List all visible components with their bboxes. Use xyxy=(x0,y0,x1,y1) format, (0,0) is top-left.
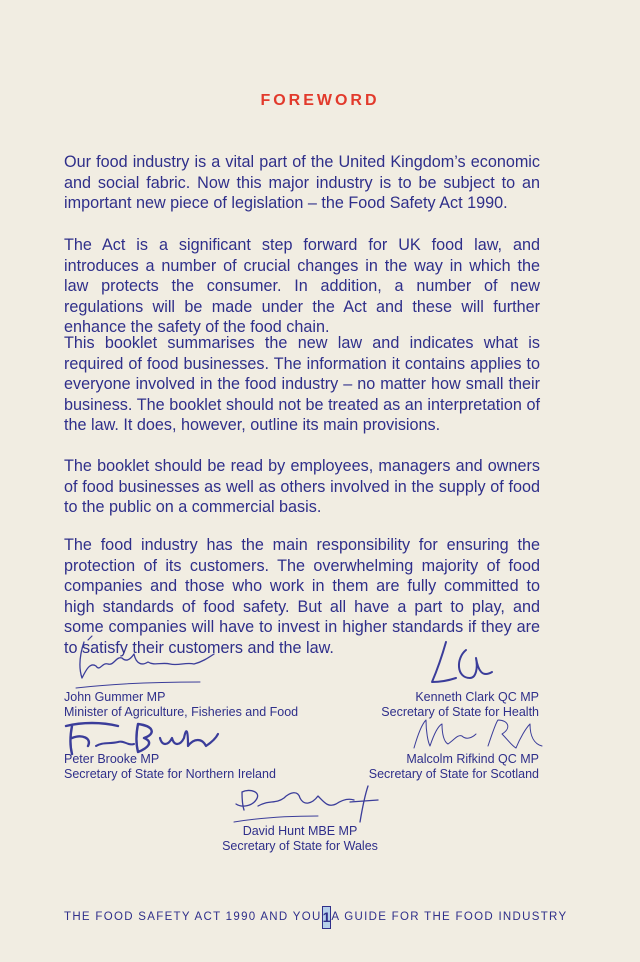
signatory-name: David Hunt MBE MP xyxy=(242,824,358,838)
paragraph-1: Our food industry is a vital part of the United Kingdom’s economic and social fabric. Now this major industry is to be subject to an important new piece of legislation – the Food Safety Act 1990. xyxy=(64,153,540,213)
signatory-role: Secretary of State for Wales xyxy=(222,839,378,853)
signatory-name: Peter Brooke MP xyxy=(64,752,160,766)
signatory-name: Kenneth Clark QC MP xyxy=(415,690,539,704)
signature-clark xyxy=(426,638,516,690)
signature-brooke xyxy=(62,716,222,756)
signatory-name: Malcolm Rifkind QC MP xyxy=(406,752,539,766)
paragraph-5: The food industry has the main responsibility for ensuring the protection of its customers. The overwhelming majority of food companies and those who work in them are fully committed to high standards of food safety. But all have a part to play, and some companies will have to invest in higher standards if they are to satisfy their customers and the law. xyxy=(64,536,540,657)
footer-publication-title: THE FOOD SAFETY ACT 1990 AND YOU xyxy=(64,911,322,923)
signatory-role: Secretary of State for Scotland xyxy=(368,767,539,781)
signatory-role: Minister of Agriculture, Fisheries and Food xyxy=(64,705,299,719)
signatory-role: Secretary of State for Northern Ireland xyxy=(64,767,276,781)
signatory-role: Secretary of State for Health xyxy=(381,705,539,719)
signatory-clark xyxy=(381,690,539,720)
paragraph-2: The Act is a significant step forward for UK food law, and introduces a number of crucial changes in the way in which the law protects the consumer. In addition, a number of new regulations will be made under the Act and these will further enhance the safety of the food chain. xyxy=(64,236,540,337)
signature-rifkind xyxy=(408,714,548,756)
signature-gummer xyxy=(70,632,220,694)
signatory-brooke xyxy=(64,752,276,782)
signatory-hunt xyxy=(200,824,400,854)
paragraph-3: This booklet summarises the new law and indicates what is required of food businesses. The information it contains applies to everyone involved in the food industry – no matter how small their business. The booklet should not be treated as an interpretation of the law. It does, however, outline its main provisions. xyxy=(64,334,540,435)
signatory-rifkind xyxy=(369,752,539,782)
signature-hunt xyxy=(228,782,388,826)
signatory-name: John Gummer MP xyxy=(64,690,166,704)
page-number: 1 xyxy=(322,906,332,929)
paragraph-4: The booklet should be read by employees, managers and owners of food businesses as well as others involved in the supply of food to the public on a commercial basis. xyxy=(64,457,540,517)
page-title: FOREWORD xyxy=(260,92,380,109)
page-footer xyxy=(64,905,568,929)
signatory-gummer xyxy=(64,690,298,720)
footer-subtitle: A GUIDE FOR THE FOOD INDUSTRY xyxy=(331,911,568,923)
